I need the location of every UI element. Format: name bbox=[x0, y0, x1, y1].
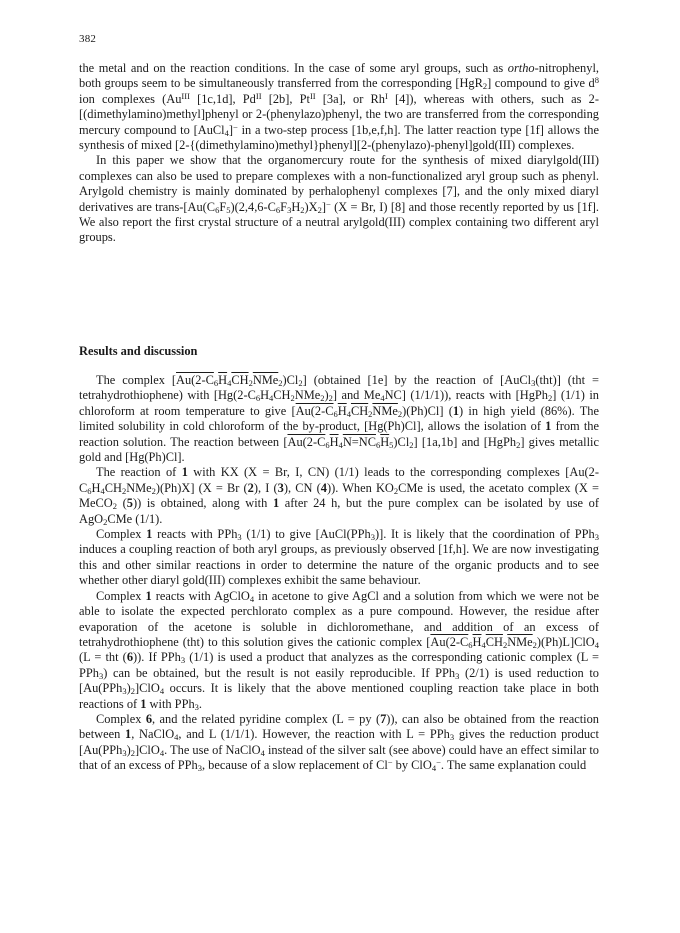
subscript: 2 bbox=[298, 378, 303, 388]
subscript: 3 bbox=[449, 732, 455, 743]
superscript: − bbox=[387, 757, 393, 768]
paragraph-4 bbox=[79, 465, 599, 527]
text-run: ] bbox=[321, 199, 326, 214]
text-run: reacts with PPh bbox=[152, 527, 238, 542]
subscript: 2 bbox=[516, 439, 521, 450]
text-run: CMe (1/1). bbox=[107, 511, 163, 526]
subscript: 2 bbox=[278, 378, 283, 388]
text-run: [4]), whereas with others, such as 2-[(dimethylamino)methyl]phenyl or 2-(phenylazo)phenyl, the two are transferred from the corresponding mercury compound to [AuCl bbox=[79, 91, 599, 137]
text-run: . The use of NaClO bbox=[164, 742, 261, 757]
text-run: (2/1) is used reduction to [Au(PPh bbox=[79, 665, 599, 696]
text-run: F bbox=[280, 199, 288, 214]
subscript: 2 bbox=[248, 378, 253, 388]
subscript: 4 bbox=[159, 686, 165, 697]
text-run: ) in high yield (86%). The limited solubility in cold chloroform of the by-product, [Hg(Ph)Cl], allows the isolation of bbox=[79, 403, 599, 434]
text-run: (X = Br, I) [8] and those recently reported by us [1f]. We also report the first crystal structure of a neutral arylgold(III) complex containing two different aryl groups. bbox=[79, 199, 599, 245]
text-run: gives the reduction product [Au(PPh bbox=[79, 727, 599, 757]
text-run: Complex bbox=[96, 588, 146, 603]
subscript: 2 bbox=[397, 408, 403, 419]
text-run: CH bbox=[273, 388, 291, 403]
subscript: 2 bbox=[300, 204, 305, 215]
text-run: Au(2-C bbox=[430, 634, 469, 649]
text-run: $\overline{NMe}$ bbox=[507, 634, 533, 649]
subscript: 4 bbox=[227, 378, 232, 388]
compound-number: 6 bbox=[145, 711, 153, 726]
subscript: 4 bbox=[338, 439, 343, 450]
text-run: $\overline{NMe}$ bbox=[252, 373, 279, 387]
subscript: 2 bbox=[328, 393, 333, 404]
text-run: after 24 h, but the pure complex can be isolated by use of AgO bbox=[79, 496, 599, 526]
compound-number: 1 bbox=[272, 496, 280, 511]
subscript: 3 bbox=[237, 532, 242, 543]
subscript: 6 bbox=[333, 408, 338, 419]
text-run: [2b], Pt bbox=[261, 91, 310, 106]
subscript: 2 bbox=[409, 439, 414, 450]
text-run: , NaClO bbox=[131, 727, 175, 742]
text-run: $\overline{H}$ bbox=[472, 634, 482, 649]
text-run: with KX (X = Br, I, CN) (1/1) leads to the corresponding complexes [Au(2-C bbox=[79, 465, 599, 495]
subscript: 4 bbox=[174, 732, 179, 743]
subscript: 3 bbox=[594, 532, 599, 543]
subscript: 6 bbox=[255, 393, 261, 404]
text-run: [1c,1d], Pd bbox=[189, 91, 256, 106]
subscript: 4 bbox=[481, 639, 486, 650]
paragraph-6 bbox=[79, 589, 599, 712]
text-run: ), I ( bbox=[253, 480, 278, 495]
text-run: ]ClO bbox=[135, 681, 160, 696]
subscript: 4 bbox=[594, 639, 599, 650]
text-run: Au(2-C bbox=[287, 434, 326, 449]
compound-number: 1 bbox=[140, 696, 147, 711]
subscript: 4 bbox=[224, 127, 229, 138]
text-run: )(Ph)L]ClO bbox=[536, 634, 595, 649]
subscript: 2 bbox=[482, 81, 488, 92]
text-run: )). If PPh bbox=[133, 650, 181, 665]
text-run: ] bbox=[228, 122, 233, 137]
text-run: reacts with AgClO bbox=[151, 588, 250, 603]
compound-number: 4 bbox=[320, 480, 327, 495]
text-run: )(Ph)Cl] ( bbox=[402, 403, 453, 418]
text-run: $\overline{CH}$ bbox=[350, 403, 369, 418]
text-run: , because of a slow replacement of Cl bbox=[201, 758, 388, 773]
text-run: N=NC bbox=[342, 434, 376, 449]
text-run: ] compound to give d bbox=[487, 76, 595, 91]
text-run: H bbox=[91, 480, 101, 495]
subscript: 4 bbox=[260, 747, 265, 758]
subscript: 3 bbox=[194, 701, 199, 712]
text-run: $\overline{H}$ bbox=[218, 373, 228, 387]
text-run: NC] (1/1/1)), reacts with [HgPh bbox=[384, 388, 548, 403]
text-run: the metal and on the reaction conditions. In the case of some aryl groups, such as bbox=[79, 61, 508, 75]
superscript: II bbox=[255, 90, 262, 101]
text-run: (tht)] (tht = tetrahydrothiophene) with [Hg(2-C bbox=[79, 373, 599, 403]
text-run: Complex bbox=[96, 527, 147, 542]
text-run: ]ClO bbox=[135, 742, 160, 757]
compound-number: 3 bbox=[277, 480, 284, 495]
subscript: 6 bbox=[468, 639, 473, 650]
section-heading: Results and discussion bbox=[79, 344, 198, 358]
text-run: NMe bbox=[126, 480, 152, 495]
text-run: . The same explanation could bbox=[440, 758, 587, 773]
text-run: $\overline{NMe}$ bbox=[372, 403, 398, 418]
text-run: ) bbox=[324, 388, 329, 403]
paragraph-3 bbox=[79, 373, 599, 465]
paragraph-7 bbox=[79, 712, 599, 774]
text-run: )(2,4,6-C bbox=[230, 199, 276, 214]
paragraph-2 bbox=[79, 153, 599, 245]
subscript: 3 bbox=[370, 532, 375, 543]
subscript: 4 bbox=[431, 763, 437, 774]
text-run: )), can also be obtained from the reaction between bbox=[79, 711, 600, 742]
text-run: The complex [ bbox=[96, 373, 177, 387]
subscript: 6 bbox=[275, 204, 281, 215]
text-run: induces a coupling reaction of both aryl groups, as previously observed [1f,h]. We are now investigating this and other similar reactions in order to determine the nature of the organic products and to see whether other diaryl gold(III) complexes exhibit the same behaviour. bbox=[79, 542, 599, 588]
compound-number: 1 bbox=[181, 465, 188, 480]
superscript: 8 bbox=[594, 75, 599, 86]
page-number: 382 bbox=[79, 33, 97, 45]
text-run: ion complexes (Au bbox=[79, 91, 182, 106]
superscript: I bbox=[384, 90, 388, 101]
text-run: )). When KO bbox=[326, 480, 394, 495]
subscript: 2 bbox=[317, 204, 322, 215]
subscript: 2 bbox=[547, 393, 553, 404]
subscript: 5 bbox=[226, 204, 231, 215]
text-run: [3a], or Rh bbox=[315, 91, 385, 106]
text-run: $\overline{H}$ bbox=[337, 403, 347, 418]
text-run: $\overline{CH}$ bbox=[231, 373, 249, 387]
subscript: 6 bbox=[213, 378, 219, 388]
text-run: (1/1) to give [AuCl(PPh bbox=[241, 527, 371, 542]
text-run: Au(2-C bbox=[176, 373, 214, 387]
compound-number: 1 bbox=[146, 527, 153, 542]
text-run: , and the related pyridine complex (L = py ( bbox=[152, 711, 381, 726]
subscript: 2 bbox=[151, 485, 156, 496]
compound-number: 1 bbox=[545, 419, 552, 434]
subscript: 6 bbox=[375, 439, 381, 450]
results-text bbox=[79, 373, 599, 774]
subscript: 3 bbox=[122, 747, 127, 758]
text-run: -nitrophenyl, both groups seem to be simultaneously transferred from the corresponding [HgR bbox=[79, 61, 599, 91]
subscript: 2 bbox=[532, 639, 537, 650]
text-run: (L = tht ( bbox=[79, 650, 127, 665]
superscript: − bbox=[436, 757, 441, 768]
paragraph-5 bbox=[79, 527, 599, 589]
superscript: − bbox=[233, 121, 238, 132]
subscript: 3 bbox=[287, 204, 292, 215]
subscript: 5 bbox=[389, 439, 394, 450]
text-run: ), CN ( bbox=[283, 480, 321, 495]
subscript: 6 bbox=[87, 485, 92, 496]
subscript: 4 bbox=[346, 408, 351, 419]
subscript: 4 bbox=[269, 393, 274, 404]
compound-number: 7 bbox=[380, 711, 387, 726]
subscript: 2 bbox=[130, 747, 136, 758]
text-run: ] and Me bbox=[332, 388, 381, 403]
compound-number: 1 bbox=[452, 403, 460, 418]
text-run: ( bbox=[116, 496, 127, 511]
text-run: H bbox=[291, 199, 301, 214]
text-run: )) is obtained, along with bbox=[132, 496, 273, 511]
text-run: Au(2-C bbox=[295, 403, 334, 418]
subscript: 2 bbox=[103, 516, 108, 527]
text-run: (1/1) is used a product that analyzes as the corresponding cationic complex (L = PPh bbox=[79, 650, 599, 680]
text-run: )X bbox=[304, 199, 318, 214]
text-run: $\overline{H}$ bbox=[329, 434, 339, 449]
compound-number: 6 bbox=[126, 650, 134, 665]
text-run: CH bbox=[104, 480, 122, 495]
subscript: 2 bbox=[121, 485, 127, 496]
text-run: in acetone to give AgCl and a solution from which we were not be able to isolate the expected perchlorato complex as a pure compound. However, the residue after evaporation of the acetone is soluble in dichloromethane, and addition of an excess of tetrahydrothiophene (tht) to this solution gives the cationic complex [ bbox=[79, 588, 600, 649]
text-run: CMe is used, the acetato complex (X = MeCO bbox=[79, 480, 599, 511]
subscript: 2 bbox=[112, 501, 117, 512]
subscript: 4 bbox=[249, 593, 255, 604]
text-run: )Cl bbox=[393, 434, 410, 449]
superscript: − bbox=[325, 198, 331, 209]
compound-number: 2 bbox=[247, 480, 254, 495]
compound-number: 5 bbox=[126, 496, 133, 511]
subscript: 3 bbox=[180, 655, 186, 666]
text-run: occurs. It is likely that the above mentioned coupling reaction take place in both reactions of bbox=[79, 681, 599, 711]
text-run: . bbox=[198, 696, 203, 711]
text-run: NMe bbox=[294, 388, 321, 403]
text-run: ] (1/1) in chloroform at room temperature to give [ bbox=[79, 388, 600, 418]
subscript: 2 bbox=[368, 408, 373, 419]
text-run: H bbox=[260, 388, 270, 403]
subscript: 6 bbox=[215, 204, 220, 215]
text-run: by ClO bbox=[392, 758, 432, 773]
text-run: ) bbox=[126, 742, 131, 757]
subscript: 2 bbox=[393, 485, 399, 496]
superscript: III bbox=[181, 90, 190, 101]
text-run: Complex bbox=[96, 711, 146, 726]
subscript: 2 bbox=[130, 686, 136, 697]
subscript: 3 bbox=[455, 670, 460, 681]
compound-number: 1 bbox=[145, 588, 152, 603]
subscript: 3 bbox=[122, 686, 127, 697]
compound-number: 1 bbox=[125, 727, 132, 742]
text-run: $\overline{H}$ bbox=[380, 434, 390, 449]
text-run: ] (obtained [1e] by the reaction of [AuCl bbox=[302, 373, 532, 387]
text-run: In this paper we show that the organomercury route for the synthesis of mixed diarylgold(III) complexes can also be used to prepare complexes with a non-functionalized aryl group such as phenyl. Arylgold chemistry is mainly dominated by perhalophenyl complexes [7], and the only mixed diaryl derivatives are trans-[Au(C bbox=[79, 153, 599, 214]
text-run: from the reaction solution. The reaction between [ bbox=[79, 419, 599, 449]
text-run: The reaction of bbox=[96, 465, 182, 480]
superscript: II bbox=[309, 90, 316, 101]
text-run-italic: ortho bbox=[507, 61, 535, 75]
subscript: 2 bbox=[290, 393, 295, 404]
subscript: 4 bbox=[100, 485, 105, 496]
text-run: with PPh bbox=[146, 696, 195, 711]
subscript: 3 bbox=[531, 378, 536, 388]
paragraph-1 bbox=[79, 61, 599, 153]
text-run: F bbox=[219, 199, 227, 214]
subscript: 4 bbox=[380, 393, 385, 404]
subscript: 3 bbox=[197, 763, 202, 774]
text-run: )]. It is likely that the coordination of PPh bbox=[374, 527, 595, 542]
text-run: )Cl bbox=[282, 373, 299, 387]
text-run: $\overline{CH}$ bbox=[485, 634, 503, 649]
text-run: ) can be obtained, but the result is not easily reproducible. If PPh bbox=[103, 665, 456, 680]
subscript: 3 bbox=[98, 670, 104, 681]
subscript: 2 bbox=[502, 639, 508, 650]
intro-text bbox=[79, 61, 599, 246]
text-run: , and L (1/1/1). However, the reaction with L = PPh bbox=[178, 727, 450, 742]
subscript: 4 bbox=[159, 747, 165, 758]
text-run: instead of the silver salt (see above) could have an effect similar to that of an excess of PPh bbox=[79, 742, 599, 773]
text-run: in a two-step process [1b,e,f,h]. The latter reaction type [1f] allows the synthesis of mixed [2-{(dimethylamino)methyl}phenyl][2-(phenylazo)-phenyl]gold(III) complexes. bbox=[79, 122, 599, 153]
text-run: )(Ph)X] (X = Br ( bbox=[155, 480, 248, 495]
subscript: 6 bbox=[325, 439, 330, 450]
text-run: ] [1a,1b] and [HgPh bbox=[413, 434, 517, 449]
text-run: ] gives metallic gold and [Hg(Ph)Cl]. bbox=[79, 434, 599, 465]
subscript: 2 bbox=[320, 393, 325, 404]
text-run: ) bbox=[126, 681, 131, 696]
